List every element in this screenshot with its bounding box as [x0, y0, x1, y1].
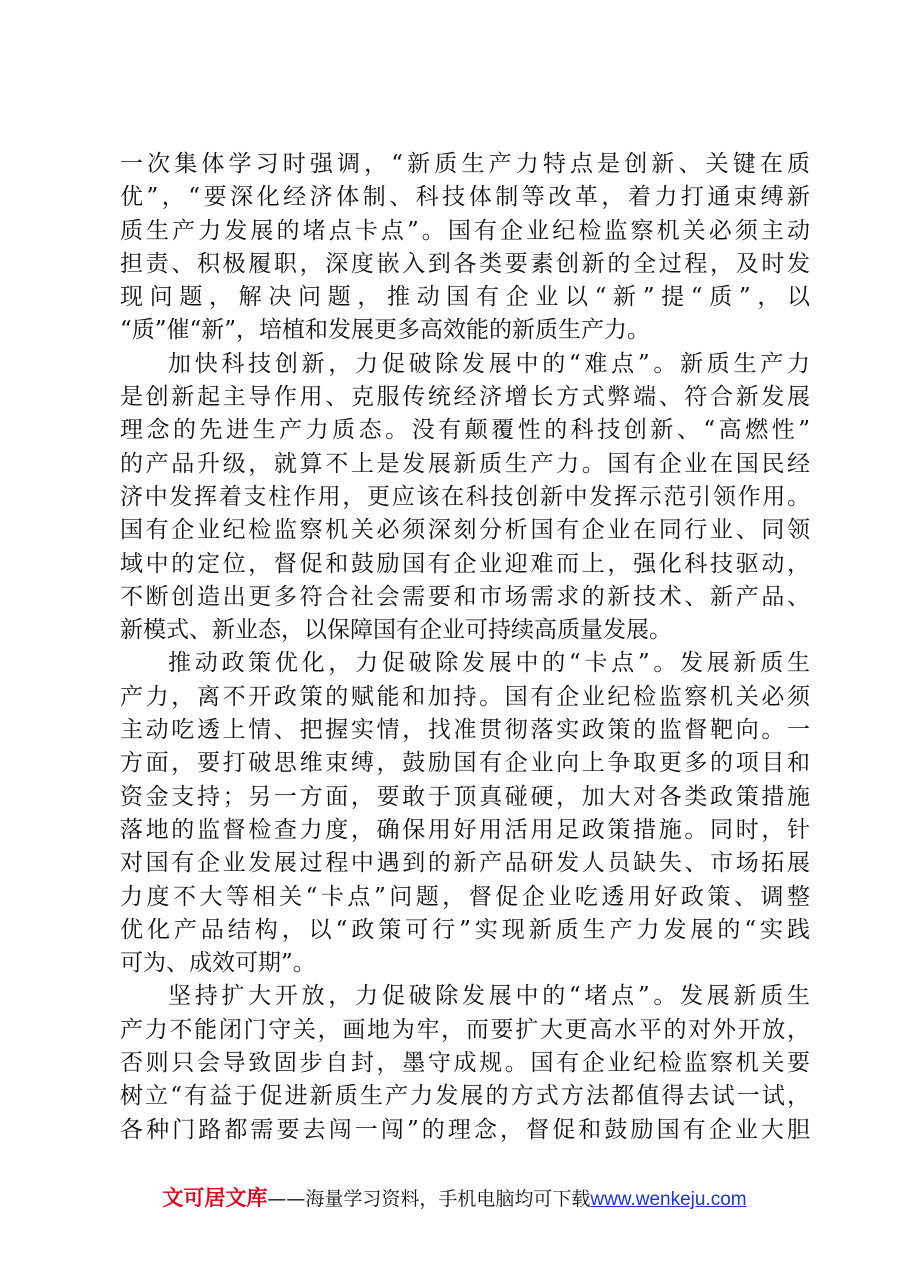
text-line: 力度不大等相关“卡点”问题，督促企业吃透用好政策、调整: [120, 883, 810, 910]
text-line: 的产品升级，就算不上是发展新质生产力。国有企业在国民经: [120, 450, 810, 477]
text-line: “质”催“新”，培植和发展更多高效能的新质生产力。: [120, 317, 651, 344]
text-line: 是创新起主导作用、克服传统经济增长方式弊端、符合新发展: [120, 384, 810, 411]
text-line: 不断创造出更多符合社会需要和市场需求的新技术、新产品、: [120, 583, 810, 610]
text-line: 现问题，解决问题，推动国有企业以“新”提“质”，以: [120, 284, 810, 311]
text-line: 资金支持；另一方面，要敢于顶真碰硬，加大对各类政策措施: [120, 783, 810, 810]
text-line: 域中的定位，督促和鼓励国有企业迎难而上，强化科技驱动，: [120, 550, 810, 577]
footer-brand: 文可居文库: [162, 1186, 268, 1210]
text-line: 可为、成效可期”。: [120, 950, 316, 977]
text-line: 坚持扩大开放，力促破除发展中的“堵点”。发展新质生: [168, 983, 810, 1010]
text-line: 理念的先进生产力质态。没有颠覆性的科技创新、“高燃性”: [120, 417, 810, 444]
text-line: 新模式、新业态，以保障国有企业可持续高质量发展。: [120, 617, 672, 644]
footer-url-link[interactable]: www.wenkeju.com: [590, 1189, 747, 1210]
text-line: 树立“有益于促进新质生产力发展的方式方法都值得去试一试，: [120, 1083, 810, 1110]
document-body: [120, 148, 810, 1147]
text-line: 各种门路都需要去闯一闯”的理念，督促和鼓励国有企业大胆: [120, 1116, 810, 1143]
text-line: 质生产力发展的堵点卡点”。国有企业纪检监察机关必须主动: [120, 217, 810, 244]
text-line: 方面，要打破思维束缚，鼓励国有企业向上争取更多的项目和: [120, 750, 810, 777]
text-line: 加快科技创新，力促破除发展中的“难点”。新质生产力: [168, 350, 810, 377]
text-line: 主动吃透上情、把握实情，找准贯彻落实政策的监督靶向。一: [120, 717, 810, 744]
text-line: 国有企业纪检监察机关必须深刻分析国有企业在同行业、同领: [120, 517, 810, 544]
text-line: 产力不能闭门守关，画地为牢，而要扩大更高水平的对外开放，: [120, 1016, 810, 1043]
text-line: 优”，“要深化经济体制、科技体制等改革，着力打通束缚新: [120, 184, 810, 211]
footer-slogan: ——海量学习资料，手机电脑均可下载: [267, 1188, 591, 1210]
text-line: 优化产品结构，以“政策可行”实现新质生产力发展的“实践: [120, 916, 810, 943]
text-line: 否则只会导致固步自封，墨守成规。国有企业纪检监察机关要: [120, 1050, 810, 1077]
text-line: 推动政策优化，力促破除发展中的“卡点”。发展新质生: [168, 650, 810, 677]
text-line: 产力，离不开政策的赋能和加持。国有企业纪检监察机关必须: [120, 683, 810, 710]
text-line: 落地的监督检查力度，确保用好用活用足政策措施。同时，针: [120, 816, 810, 843]
text-line: 一次集体学习时强调，“新质生产力特点是创新、关键在质: [120, 151, 810, 177]
text-line: 济中发挥着支柱作用，更应该在科技创新中发挥示范引领作用。: [120, 483, 810, 510]
text-line: 担责、积极履职，深度嵌入到各类要素创新的全过程，及时发: [120, 250, 810, 277]
footer-banner: [0, 1182, 909, 1212]
text-line: 对国有企业发展过程中遇到的新产品研发人员缺失、市场拓展: [120, 850, 810, 877]
